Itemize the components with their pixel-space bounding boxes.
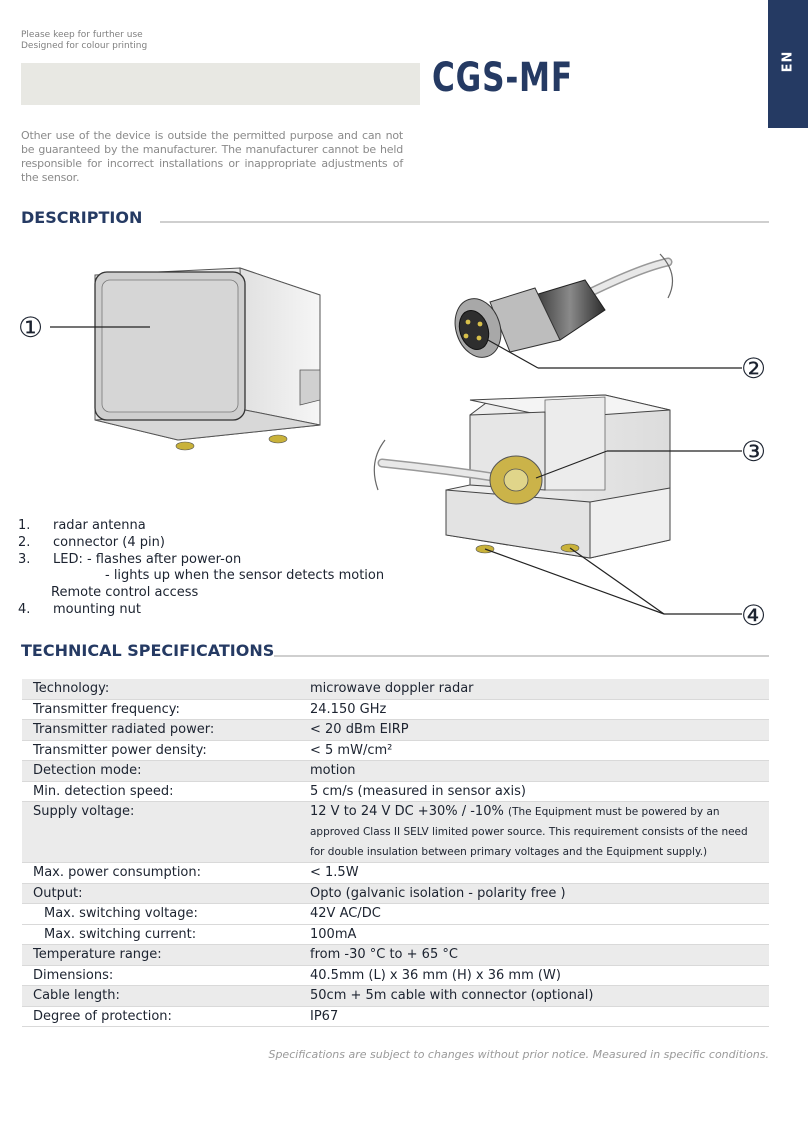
spec-value: 50cm + 5m cable with connector (optional) [310, 988, 594, 1004]
leader-line-4a [485, 549, 664, 614]
spec-value: microwave doppler radar [310, 681, 474, 696]
specs-heading: TECHNICAL SPECIFICATIONS [21, 641, 275, 660]
table-row [22, 884, 769, 905]
table-row [22, 761, 769, 782]
item-number: 2. [18, 534, 31, 550]
spec-note: approved Class II SELV limited power source. This requirement consists of the need [310, 825, 748, 838]
spec-label: Max. power consumption: [33, 865, 202, 881]
spec-value: < 20 dBm EIRP [310, 722, 409, 737]
spec-label: Dimensions: [33, 967, 114, 983]
spec-value: 100mA [310, 926, 357, 942]
spec-label: Temperature range: [33, 947, 162, 963]
spec-label: Transmitter power density: [33, 742, 207, 758]
table-row [22, 720, 769, 741]
table-row [22, 986, 769, 1007]
table-row [22, 741, 769, 762]
product-title: CGS-MF [432, 55, 573, 101]
callout-1: ① [18, 311, 44, 344]
item-subtext: Remote control access [51, 585, 199, 601]
usage-note: Other use of the device is outside the permitted purpose and can not be guaranteed by the manufacturer. The manufacturer cannot be held responsible for incorrect installations or inappropriate adjustments of the sensor. [21, 129, 403, 184]
spec-label: Min. detection speed: [33, 783, 174, 799]
spec-value: < 5 mW/cm² [310, 742, 393, 758]
title-band [21, 63, 420, 105]
item-text: connector (4 pin) [53, 534, 165, 550]
spec-value: 5 cm/s (measured in sensor axis) [310, 783, 526, 799]
spec-value: < 1.5W [310, 865, 359, 881]
table-row [22, 904, 769, 925]
item-number: 1. [18, 518, 31, 533]
spec-value: motion [310, 763, 356, 778]
spec-value: 40.5mm (L) x 36 mm (H) x 36 mm (W) [310, 967, 561, 983]
spec-value-block [310, 802, 769, 862]
specs-table [22, 679, 769, 1027]
language-tab [768, 0, 808, 128]
spec-label: Supply voltage: [33, 804, 135, 819]
callout-4: ④ [741, 599, 767, 632]
spec-label: Transmitter radiated power: [33, 722, 215, 737]
table-row [22, 802, 769, 863]
callout-2: ② [741, 352, 767, 385]
spec-label: Technology: [33, 681, 110, 696]
table-row [22, 700, 769, 721]
item-text: LED: - flashes after power-on [53, 551, 242, 567]
spec-value: Opto (galvanic isolation - polarity free ) [310, 885, 566, 901]
sensor-front-view [95, 268, 320, 450]
description-rule [160, 221, 769, 223]
callout-3: ③ [741, 435, 767, 468]
specs-rule [274, 655, 769, 657]
spec-label: Transmitter frequency: [33, 701, 180, 717]
description-list [18, 518, 384, 619]
list-item [18, 535, 384, 552]
spec-note: (The Equipment must be powered by an [507, 806, 720, 818]
table-row [22, 966, 769, 987]
spec-value: 24.150 GHz [310, 701, 387, 717]
table-row [22, 782, 769, 803]
list-item [18, 602, 384, 619]
item-text: mounting nut [53, 601, 142, 617]
spec-label: Detection mode: [33, 763, 142, 778]
spec-note: for double insulation between primary voltages and the Equipment supply.) [310, 845, 708, 858]
table-row [22, 925, 769, 946]
table-row [22, 1007, 769, 1028]
spec-label: Max. switching voltage: [44, 906, 198, 922]
spec-label: Cable length: [33, 988, 120, 1004]
spec-value: 12 V to 24 V DC +30% / -10% [310, 804, 504, 819]
leader-line-4b [570, 548, 664, 614]
item-text: radar antenna [53, 518, 146, 533]
table-row [22, 945, 769, 966]
item-subtext: - lights up when the sensor detects motion [105, 568, 385, 584]
table-row [22, 863, 769, 884]
footer-note: Specifications are subject to changes without prior notice. Measured in specific conditions. [268, 1048, 769, 1061]
spec-value: from -30 °C to + 65 °C [310, 947, 458, 963]
language-code: EN [780, 50, 796, 73]
description-heading: DESCRIPTION [21, 208, 143, 227]
keep-note: Please keep for further use [21, 30, 143, 40]
list-item [18, 518, 384, 535]
spec-label: Output: [33, 885, 83, 901]
spec-label: Max. switching current: [44, 926, 197, 942]
sensor-rear-view [374, 395, 670, 558]
spec-value: IP67 [310, 1008, 339, 1024]
spec-label: Degree of protection: [33, 1008, 172, 1024]
spec-value: 42V AC/DC [310, 906, 381, 922]
list-item [18, 552, 384, 569]
top-notes [21, 30, 147, 52]
connector-view [448, 254, 673, 363]
print-note: Designed for colour printing [21, 41, 148, 51]
item-number: 4. [18, 601, 31, 617]
item-number: 3. [18, 551, 31, 567]
table-row [22, 679, 769, 700]
